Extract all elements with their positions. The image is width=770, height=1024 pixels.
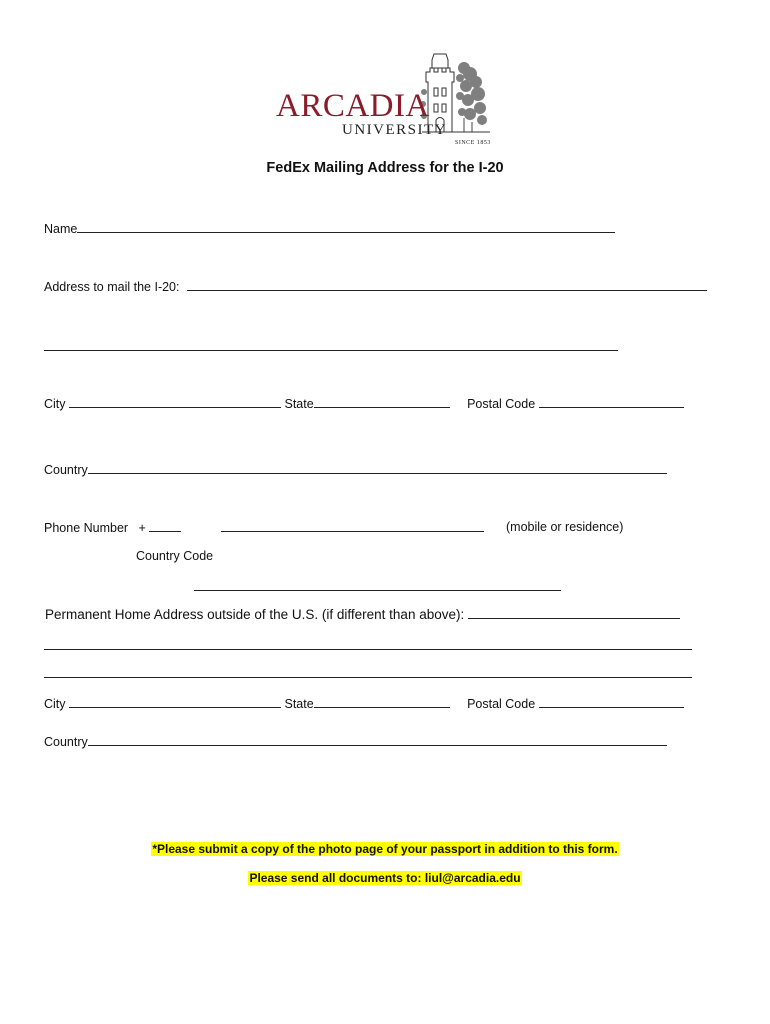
permanent-city-label: City [44,697,66,711]
state-field[interactable] [314,395,450,408]
address-field-1[interactable] [187,278,707,291]
name-row [44,220,615,237]
logo-subtitle: UNIVERSITY [342,122,447,138]
name-field[interactable] [77,220,615,233]
state-label: State [284,397,314,411]
phone-row [44,519,181,536]
address-field-2[interactable] [44,338,618,351]
permanent-city-row [44,695,684,712]
permanent-country-field[interactable] [88,733,667,746]
phone-number-row [221,519,484,536]
country-label: Country [44,463,88,477]
permanent-postal-code-label: Postal Code [467,697,536,711]
city-field[interactable] [69,395,281,408]
permanent-country-label: Country [44,735,88,749]
country-code-field[interactable] [149,519,181,532]
phone-number-field[interactable] [221,519,484,532]
country-field[interactable] [88,461,667,474]
address-label: Address to mail the I-20: [44,280,180,294]
permanent-address-field-2[interactable] [44,637,692,650]
phone-label: Phone Number [44,521,129,535]
separator-line [194,578,561,591]
name-label: Name [44,222,78,236]
permanent-address-field-3[interactable] [44,665,692,678]
separator-row [194,578,561,595]
send-documents-notice[interactable]: Please send all documents to: liul@arcadia.edu [249,871,521,885]
logo-since: SINCE 1853 [455,140,491,146]
send-notice-wrap [0,869,770,887]
city-row [44,395,684,412]
permanent-city-field[interactable] [69,695,281,708]
logo-wordmark: ARCADIA [276,88,430,124]
passport-notice-wrap [0,840,770,858]
permanent-address-field-1[interactable] [468,606,680,619]
permanent-country-row [44,733,667,750]
page-title: FedEx Mailing Address for the I-20 [266,160,504,176]
permanent-postal-code-field[interactable] [539,695,684,708]
country-code-label: Country Code [136,549,214,563]
permanent-state-field[interactable] [314,695,450,708]
postal-code-label: Postal Code [467,397,536,411]
country-row [44,461,667,478]
permanent-address-row [45,606,680,623]
city-label: City [44,397,66,411]
mobile-note: (mobile or residence) [506,520,624,534]
address-row [44,278,707,295]
arcadia-logo [272,52,502,152]
passport-notice: *Please submit a copy of the photo page of your passport in addition to this form. [152,842,618,856]
address-row-2 [44,338,618,355]
permanent-address-row-3 [44,665,692,682]
permanent-address-label: Permanent Home Address outside of the U.S. (if different than above): [45,607,465,622]
postal-code-field[interactable] [539,395,684,408]
permanent-state-label: State [284,697,314,711]
phone-plus: + [138,521,146,535]
permanent-address-row-2 [44,637,692,654]
